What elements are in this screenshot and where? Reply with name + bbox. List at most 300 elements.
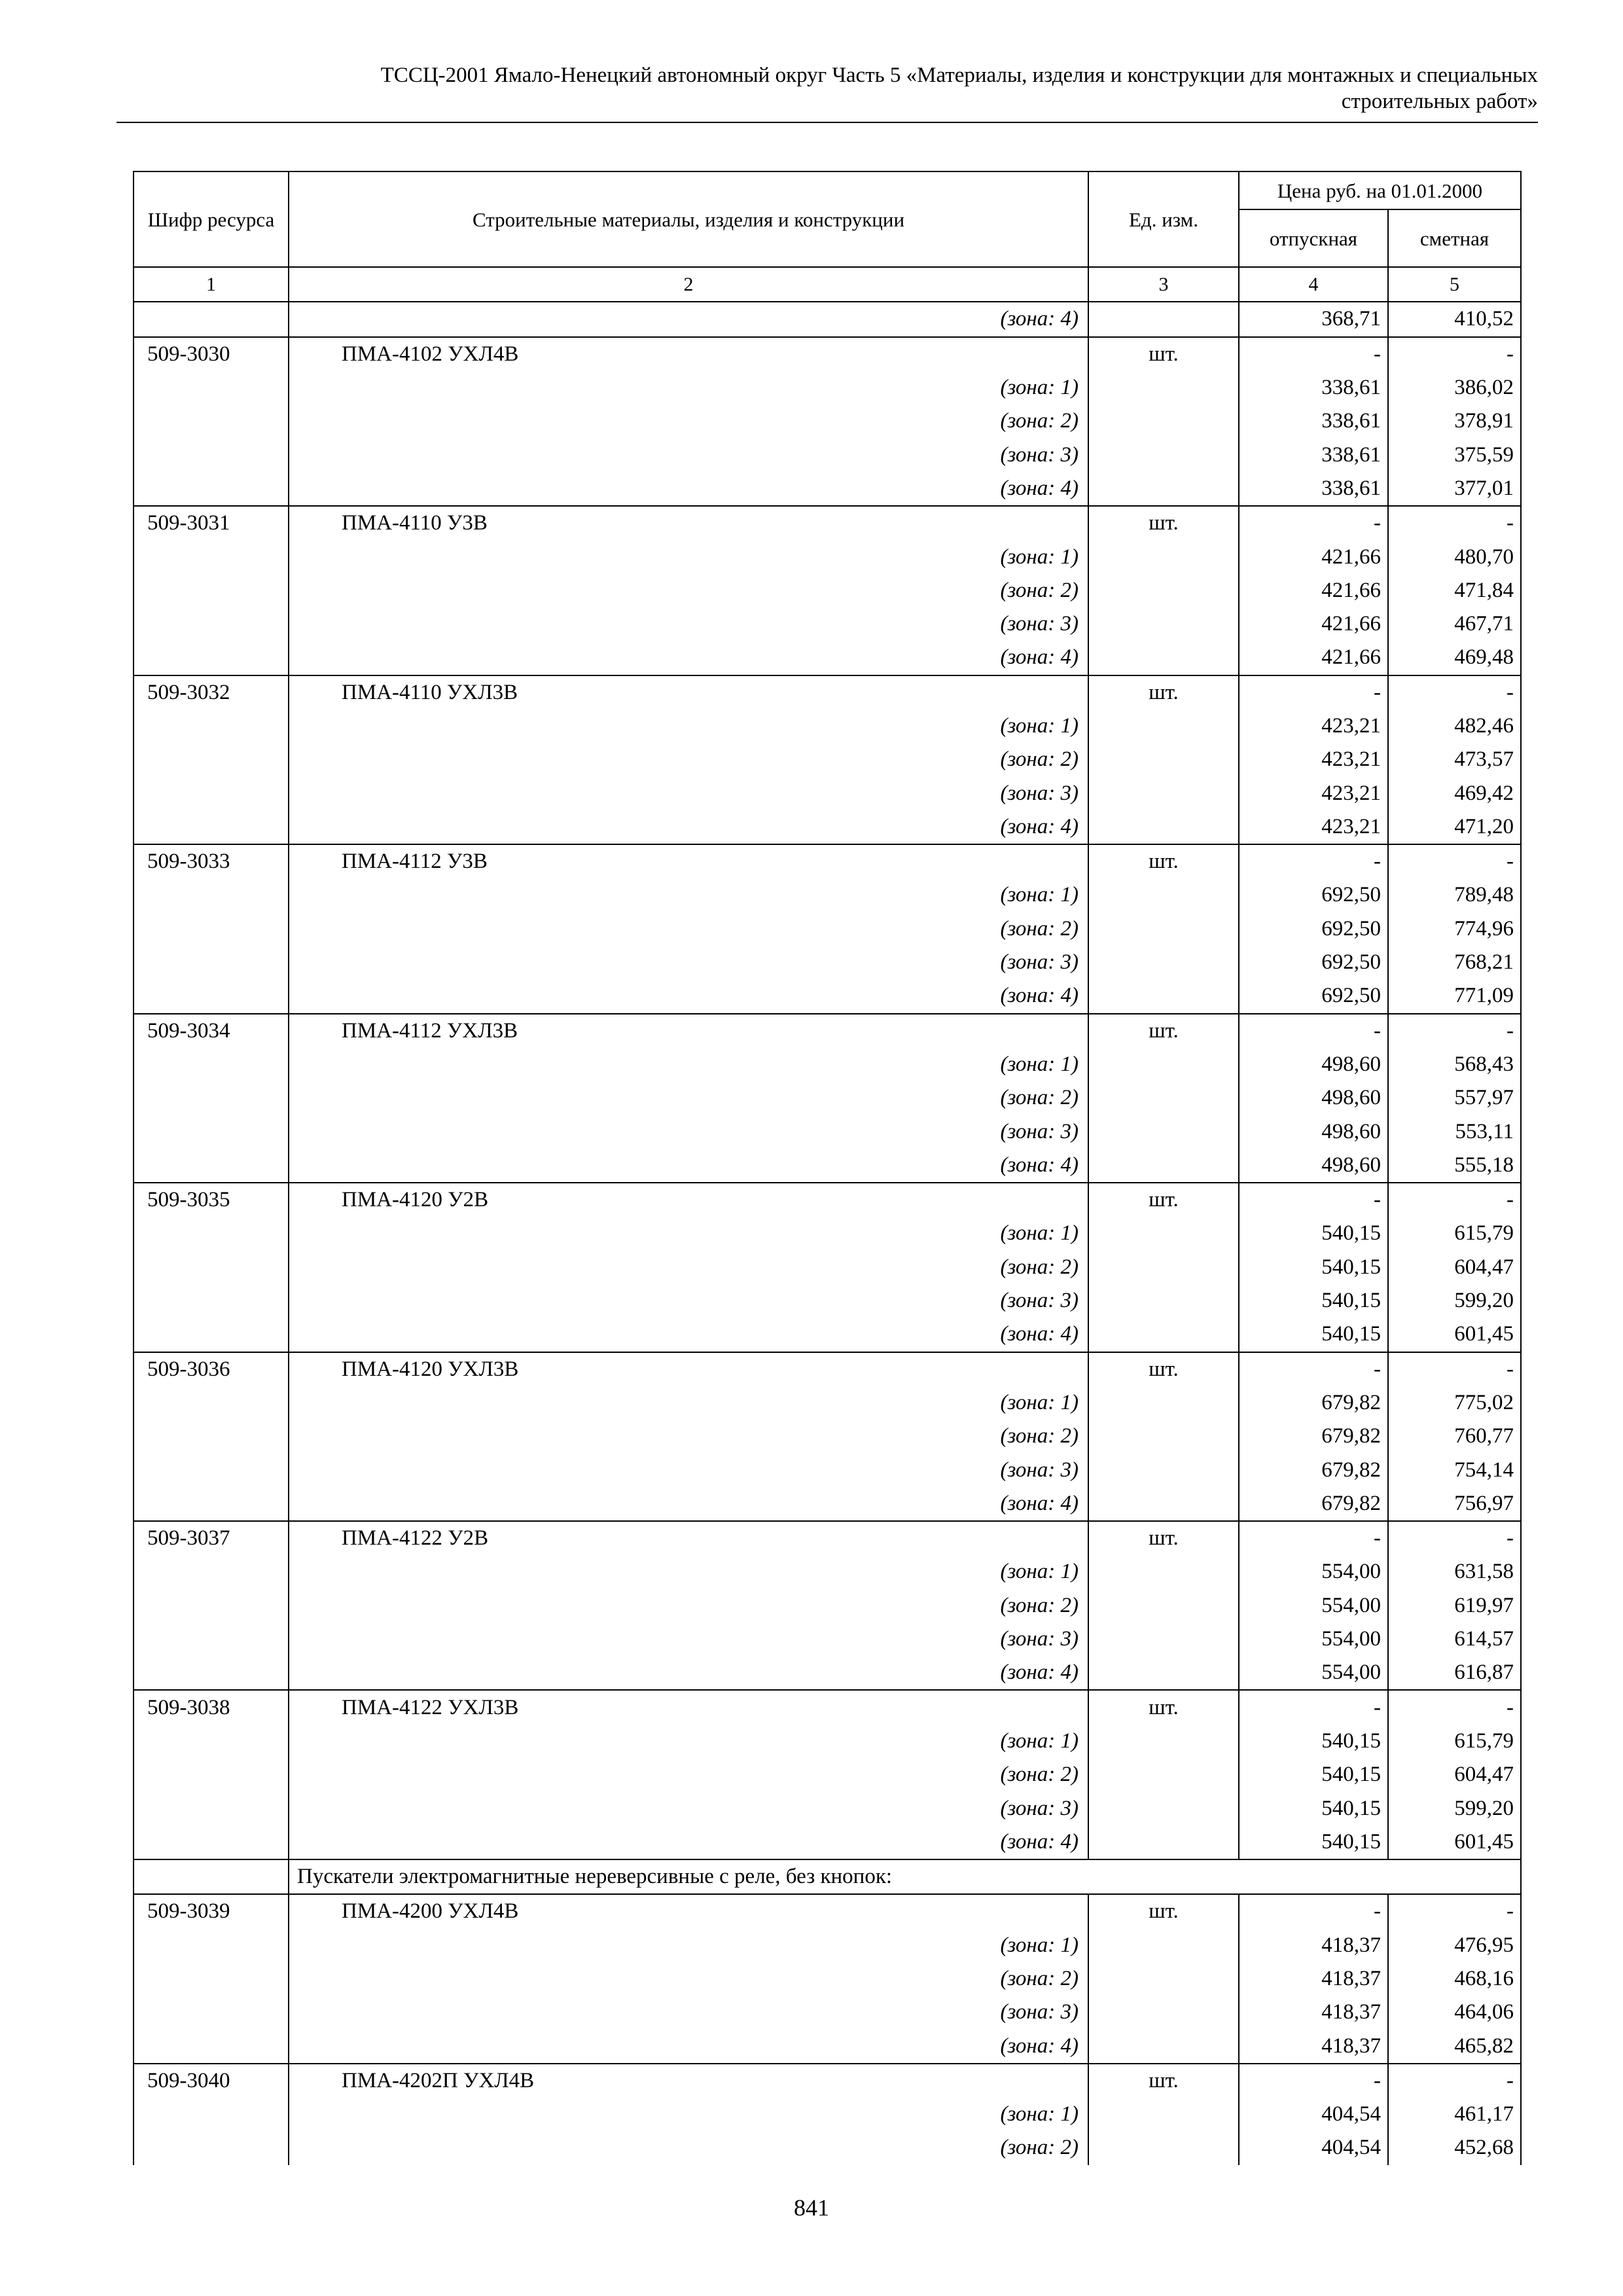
price-estimate: 468,16	[1388, 1962, 1521, 1996]
resource-name: ПМА-4112 У3В	[289, 844, 1088, 878]
price-release: 418,37	[1239, 2029, 1388, 2063]
empty-code-cell	[134, 1386, 289, 1420]
empty-code-cell	[134, 1859, 289, 1894]
resource-unit: шт.	[1088, 1894, 1239, 1928]
price-estimate: -	[1388, 844, 1521, 878]
empty-code-cell	[134, 1962, 289, 1996]
price-release: -	[1239, 1521, 1388, 1555]
zone-row	[134, 709, 1521, 743]
zone-label: (зона: 3)	[289, 1623, 1088, 1656]
price-estimate: 604,47	[1388, 1251, 1521, 1284]
zone-label: (зона: 3)	[289, 776, 1088, 810]
price-release: -	[1239, 675, 1388, 709]
empty-unit-cell	[1088, 1725, 1239, 1758]
zone-row	[134, 912, 1521, 946]
zone-label: (зона: 4)	[289, 1656, 1088, 1690]
price-estimate: -	[1388, 675, 1521, 709]
zone-row	[134, 1825, 1521, 1859]
column-number-row	[134, 267, 1521, 302]
zone-row	[134, 1589, 1521, 1623]
zone-row	[134, 743, 1521, 776]
zone-label: (зона: 4)	[289, 2029, 1088, 2063]
empty-unit-cell	[1088, 1656, 1239, 1690]
price-estimate: 482,46	[1388, 709, 1521, 743]
price-release: 554,00	[1239, 1555, 1388, 1588]
price-estimate: 471,20	[1388, 810, 1521, 844]
resource-code: 509-3035	[134, 1183, 289, 1217]
price-release: -	[1239, 1894, 1388, 1928]
zone-label: (зона: 4)	[289, 1487, 1088, 1521]
price-estimate: 601,45	[1388, 1825, 1521, 1859]
price-release: -	[1239, 1014, 1388, 1048]
resource-name: ПМА-4122 У2В	[289, 1521, 1088, 1555]
price-estimate: 615,79	[1388, 1217, 1521, 1250]
column-number: 2	[289, 267, 1088, 302]
empty-unit-cell	[1088, 912, 1239, 946]
price-estimate: 615,79	[1388, 1725, 1521, 1758]
running-header-line-1: ТССЦ-2001 Ямало-Ненецкий автономный округ Часть 5 «Материалы, изделия и конструкции для монтажных и специальных	[380, 63, 1538, 87]
zone-row	[134, 1386, 1521, 1420]
price-release: 498,60	[1239, 1048, 1388, 1081]
empty-code-cell	[134, 1555, 289, 1588]
resource-name: ПМА-4112 УХЛ3В	[289, 1014, 1088, 1048]
resource-row	[134, 1521, 1521, 1555]
resource-code: 509-3030	[134, 337, 289, 371]
empty-unit-cell	[1088, 2098, 1239, 2131]
price-release: 540,15	[1239, 1825, 1388, 1859]
zone-row	[134, 1758, 1521, 1791]
price-release: 421,66	[1239, 540, 1388, 573]
resource-unit: шт.	[1088, 675, 1239, 709]
zone-row	[134, 1318, 1521, 1352]
empty-code-cell	[134, 709, 289, 743]
zone-label: (зона: 4)	[289, 1149, 1088, 1183]
price-release: -	[1239, 506, 1388, 540]
running-header	[116, 62, 1538, 115]
empty-unit-cell	[1088, 1284, 1239, 1318]
price-release: -	[1239, 2064, 1388, 2098]
zone-label: (зона: 3)	[289, 1996, 1088, 2029]
price-estimate: 614,57	[1388, 1623, 1521, 1656]
price-release: -	[1239, 337, 1388, 371]
empty-code-cell	[134, 1929, 289, 1962]
empty-code-cell	[134, 1656, 289, 1690]
price-estimate: -	[1388, 1352, 1521, 1386]
empty-unit-cell	[1088, 302, 1239, 336]
zone-label: (зона: 1)	[289, 1217, 1088, 1250]
zone-label: (зона: 1)	[289, 709, 1088, 743]
zone-row	[134, 1217, 1521, 1250]
zone-row	[134, 2131, 1521, 2164]
header-unit: Ед. изм.	[1088, 171, 1239, 267]
resource-code: 509-3031	[134, 506, 289, 540]
zone-label: (зона: 4)	[289, 979, 1088, 1013]
zone-label: (зона: 2)	[289, 1589, 1088, 1623]
empty-code-cell	[134, 946, 289, 979]
empty-unit-cell	[1088, 1149, 1239, 1183]
empty-unit-cell	[1088, 1048, 1239, 1081]
empty-unit-cell	[1088, 1081, 1239, 1115]
price-estimate: -	[1388, 2064, 1521, 2098]
empty-code-cell	[134, 371, 289, 404]
header-name: Строительные материалы, изделия и конструкции	[289, 171, 1088, 267]
empty-unit-cell	[1088, 1420, 1239, 1453]
price-estimate: 480,70	[1388, 540, 1521, 573]
empty-code-cell	[134, 743, 289, 776]
empty-code-cell	[134, 979, 289, 1013]
empty-code-cell	[134, 1825, 289, 1859]
resource-row	[134, 337, 1521, 371]
empty-unit-cell	[1088, 1758, 1239, 1791]
price-estimate: 555,18	[1388, 1149, 1521, 1183]
price-estimate: 599,20	[1388, 1791, 1521, 1825]
zone-label: (зона: 2)	[289, 574, 1088, 607]
empty-code-cell	[134, 404, 289, 438]
zone-label: (зона: 1)	[289, 878, 1088, 912]
zone-label: (зона: 1)	[289, 540, 1088, 573]
zone-row	[134, 574, 1521, 607]
price-release: 498,60	[1239, 1081, 1388, 1115]
price-estimate: 378,91	[1388, 404, 1521, 438]
zone-row	[134, 1623, 1521, 1656]
zone-row	[134, 1725, 1521, 1758]
empty-code-cell	[134, 1996, 289, 2029]
zone-label: (зона: 4)	[289, 302, 1088, 336]
empty-unit-cell	[1088, 1251, 1239, 1284]
zone-row	[134, 472, 1521, 506]
zone-label: (зона: 3)	[289, 1453, 1088, 1486]
empty-code-cell	[134, 1453, 289, 1486]
empty-unit-cell	[1088, 1555, 1239, 1588]
price-estimate: 377,01	[1388, 472, 1521, 506]
zone-row	[134, 1048, 1521, 1081]
empty-code-cell	[134, 1758, 289, 1791]
price-release: 540,15	[1239, 1791, 1388, 1825]
price-release: 554,00	[1239, 1656, 1388, 1690]
zone-row	[134, 1149, 1521, 1183]
column-number: 4	[1239, 267, 1388, 302]
empty-unit-cell	[1088, 607, 1239, 641]
resource-row	[134, 506, 1521, 540]
empty-code-cell	[134, 2131, 289, 2164]
zone-label: (зона: 1)	[289, 2098, 1088, 2131]
price-estimate: 774,96	[1388, 912, 1521, 946]
zone-label: (зона: 2)	[289, 743, 1088, 776]
price-release: 421,66	[1239, 607, 1388, 641]
resource-name: ПМА-4122 УХЛ3В	[289, 1690, 1088, 1724]
section-row	[134, 1859, 1521, 1894]
resource-name: ПМА-4202П УХЛ4В	[289, 2064, 1088, 2098]
resource-unit: шт.	[1088, 1690, 1239, 1724]
zone-label: (зона: 4)	[289, 1825, 1088, 1859]
zone-row	[134, 1962, 1521, 1996]
price-release: 554,00	[1239, 1623, 1388, 1656]
price-release: 540,15	[1239, 1725, 1388, 1758]
zone-row	[134, 1996, 1521, 2029]
empty-unit-cell	[1088, 1825, 1239, 1859]
price-estimate: 631,58	[1388, 1555, 1521, 1588]
zone-row	[134, 371, 1521, 404]
zone-row	[134, 1251, 1521, 1284]
empty-code-cell	[134, 2029, 289, 2063]
price-release: 540,15	[1239, 1758, 1388, 1791]
header-price-release: отпускная	[1239, 209, 1388, 267]
column-number: 3	[1088, 267, 1239, 302]
zone-row	[134, 1115, 1521, 1148]
empty-unit-cell	[1088, 1623, 1239, 1656]
resource-name: ПМА-4120 УХЛ3В	[289, 1352, 1088, 1386]
price-release: 418,37	[1239, 1962, 1388, 1996]
zone-label: (зона: 1)	[289, 371, 1088, 404]
price-release: 338,61	[1239, 472, 1388, 506]
empty-code-cell	[134, 1420, 289, 1453]
price-release: 679,82	[1239, 1487, 1388, 1521]
price-estimate: -	[1388, 1521, 1521, 1555]
resource-row	[134, 844, 1521, 878]
empty-code-cell	[134, 574, 289, 607]
resource-row	[134, 1894, 1521, 1928]
price-estimate: 467,71	[1388, 607, 1521, 641]
price-estimate: 553,11	[1388, 1115, 1521, 1148]
price-release: 404,54	[1239, 2131, 1388, 2164]
resource-unit: шт.	[1088, 1521, 1239, 1555]
zone-label: (зона: 2)	[289, 2131, 1088, 2164]
zone-label: (зона: 3)	[289, 1115, 1088, 1148]
header-rule	[116, 122, 1538, 123]
resource-row	[134, 2064, 1521, 2098]
resource-unit: шт.	[1088, 1183, 1239, 1217]
price-release: 338,61	[1239, 371, 1388, 404]
price-release: 368,71	[1239, 302, 1388, 336]
price-release: 418,37	[1239, 1929, 1388, 1962]
price-release: -	[1239, 1690, 1388, 1724]
zone-label: (зона: 2)	[289, 1420, 1088, 1453]
empty-unit-cell	[1088, 878, 1239, 912]
empty-code-cell	[134, 776, 289, 810]
price-estimate: 768,21	[1388, 946, 1521, 979]
zone-row	[134, 1791, 1521, 1825]
empty-unit-cell	[1088, 2029, 1239, 2063]
price-estimate: 557,97	[1388, 1081, 1521, 1115]
price-estimate: 754,14	[1388, 1453, 1521, 1486]
zone-label: (зона: 3)	[289, 607, 1088, 641]
zone-row	[134, 302, 1521, 336]
zone-row	[134, 1929, 1521, 1962]
empty-unit-cell	[1088, 1962, 1239, 1996]
price-release: 423,21	[1239, 743, 1388, 776]
resource-row	[134, 1183, 1521, 1217]
empty-code-cell	[134, 641, 289, 675]
empty-code-cell	[134, 472, 289, 506]
zone-label: (зона: 3)	[289, 946, 1088, 979]
zone-row	[134, 438, 1521, 471]
price-release: 423,21	[1239, 776, 1388, 810]
price-release: 498,60	[1239, 1115, 1388, 1148]
empty-unit-cell	[1088, 709, 1239, 743]
zone-row	[134, 979, 1521, 1013]
empty-unit-cell	[1088, 776, 1239, 810]
empty-code-cell	[134, 1149, 289, 1183]
running-header-line-2: строительных работ»	[1341, 90, 1538, 113]
price-release: 338,61	[1239, 404, 1388, 438]
zone-label: (зона: 2)	[289, 1251, 1088, 1284]
empty-unit-cell	[1088, 1929, 1239, 1962]
zone-row	[134, 946, 1521, 979]
empty-unit-cell	[1088, 404, 1239, 438]
price-estimate: 464,06	[1388, 1996, 1521, 2029]
zone-row	[134, 1555, 1521, 1588]
price-release: 679,82	[1239, 1420, 1388, 1453]
empty-code-cell	[134, 2098, 289, 2131]
empty-code-cell	[134, 912, 289, 946]
resource-code: 509-3039	[134, 1894, 289, 1928]
empty-unit-cell	[1088, 979, 1239, 1013]
price-estimate: 375,59	[1388, 438, 1521, 471]
price-release: 554,00	[1239, 1589, 1388, 1623]
zone-row	[134, 607, 1521, 641]
empty-code-cell	[134, 1284, 289, 1318]
price-estimate: 461,17	[1388, 2098, 1521, 2131]
zone-row	[134, 776, 1521, 810]
price-release: 418,37	[1239, 1996, 1388, 2029]
price-release: 540,15	[1239, 1251, 1388, 1284]
price-estimate: 619,97	[1388, 1589, 1521, 1623]
header-price-group: Цена руб. на 01.01.2000	[1239, 171, 1521, 209]
zone-row	[134, 1487, 1521, 1521]
resource-code: 509-3040	[134, 2064, 289, 2098]
empty-code-cell	[134, 810, 289, 844]
price-release: 692,50	[1239, 946, 1388, 979]
price-release: -	[1239, 844, 1388, 878]
price-estimate: 410,52	[1388, 302, 1521, 336]
zone-row	[134, 404, 1521, 438]
empty-unit-cell	[1088, 472, 1239, 506]
resource-unit: шт.	[1088, 844, 1239, 878]
empty-code-cell	[134, 1048, 289, 1081]
resource-row	[134, 1690, 1521, 1724]
price-release: 423,21	[1239, 810, 1388, 844]
zone-label: (зона: 3)	[289, 438, 1088, 471]
price-release: 540,15	[1239, 1318, 1388, 1352]
empty-unit-cell	[1088, 574, 1239, 607]
header-code: Шифр ресурса	[134, 171, 289, 267]
column-number: 1	[134, 267, 289, 302]
price-estimate: 469,42	[1388, 776, 1521, 810]
price-estimate: -	[1388, 1183, 1521, 1217]
empty-unit-cell	[1088, 371, 1239, 404]
price-release: 404,54	[1239, 2098, 1388, 2131]
resource-code: 509-3036	[134, 1352, 289, 1386]
price-estimate: 775,02	[1388, 1386, 1521, 1420]
zone-row	[134, 810, 1521, 844]
empty-code-cell	[134, 1217, 289, 1250]
zone-label: (зона: 2)	[289, 1081, 1088, 1115]
empty-code-cell	[134, 1623, 289, 1656]
empty-unit-cell	[1088, 1386, 1239, 1420]
empty-unit-cell	[1088, 1318, 1239, 1352]
resource-row	[134, 675, 1521, 709]
empty-code-cell	[134, 1487, 289, 1521]
empty-code-cell	[134, 1725, 289, 1758]
zone-row	[134, 540, 1521, 573]
header-price-estimate: сметная	[1388, 209, 1521, 267]
zone-label: (зона: 4)	[289, 1318, 1088, 1352]
section-title: Пускатели электромагнитные нереверсивные с реле, без кнопок:	[289, 1859, 1521, 1894]
price-release: 692,50	[1239, 912, 1388, 946]
zone-label: (зона: 4)	[289, 810, 1088, 844]
page-number: 841	[794, 2195, 829, 2221]
resource-name: ПМА-4120 У2В	[289, 1183, 1088, 1217]
zone-row	[134, 641, 1521, 675]
zone-label: (зона: 1)	[289, 1048, 1088, 1081]
resource-code: 509-3038	[134, 1690, 289, 1724]
price-release: 540,15	[1239, 1217, 1388, 1250]
resource-unit: шт.	[1088, 506, 1239, 540]
zone-row	[134, 878, 1521, 912]
resource-name: ПМА-4110 У3В	[289, 506, 1088, 540]
zone-label: (зона: 2)	[289, 404, 1088, 438]
empty-unit-cell	[1088, 946, 1239, 979]
resource-name: ПМА-4200 УХЛ4В	[289, 1894, 1088, 1928]
empty-unit-cell	[1088, 641, 1239, 675]
zone-row	[134, 1284, 1521, 1318]
price-estimate: -	[1388, 337, 1521, 371]
price-estimate: 473,57	[1388, 743, 1521, 776]
resource-row	[134, 1352, 1521, 1386]
empty-unit-cell	[1088, 1589, 1239, 1623]
price-estimate: 599,20	[1388, 1284, 1521, 1318]
zone-label: (зона: 4)	[289, 641, 1088, 675]
price-release: 421,66	[1239, 641, 1388, 675]
price-estimate: -	[1388, 1894, 1521, 1928]
empty-unit-cell	[1088, 438, 1239, 471]
zone-row	[134, 1081, 1521, 1115]
price-release: 498,60	[1239, 1149, 1388, 1183]
price-table	[133, 171, 1522, 2165]
empty-unit-cell	[1088, 540, 1239, 573]
price-release: -	[1239, 1183, 1388, 1217]
price-release: -	[1239, 1352, 1388, 1386]
resource-name: ПМА-4110 УХЛ3В	[289, 675, 1088, 709]
empty-unit-cell	[1088, 1115, 1239, 1148]
price-release: 692,50	[1239, 979, 1388, 1013]
zone-label: (зона: 1)	[289, 1725, 1088, 1758]
zone-row	[134, 2029, 1521, 2063]
empty-code-cell	[134, 1081, 289, 1115]
zone-row	[134, 1420, 1521, 1453]
resource-unit: шт.	[1088, 1014, 1239, 1048]
resource-name: ПМА-4102 УХЛ4В	[289, 337, 1088, 371]
price-release: 540,15	[1239, 1284, 1388, 1318]
empty-unit-cell	[1088, 743, 1239, 776]
price-estimate: -	[1388, 1690, 1521, 1724]
price-release: 679,82	[1239, 1386, 1388, 1420]
resource-unit: шт.	[1088, 2064, 1239, 2098]
price-release: 679,82	[1239, 1453, 1388, 1486]
empty-code-cell	[134, 540, 289, 573]
price-release: 423,21	[1239, 709, 1388, 743]
empty-unit-cell	[1088, 810, 1239, 844]
price-estimate: 601,45	[1388, 1318, 1521, 1352]
price-estimate: 469,48	[1388, 641, 1521, 675]
zone-label: (зона: 3)	[289, 1791, 1088, 1825]
empty-code-cell	[134, 1589, 289, 1623]
resource-code: 509-3033	[134, 844, 289, 878]
zone-label: (зона: 2)	[289, 912, 1088, 946]
price-estimate: 771,09	[1388, 979, 1521, 1013]
column-number: 5	[1388, 267, 1521, 302]
zone-row	[134, 1656, 1521, 1690]
